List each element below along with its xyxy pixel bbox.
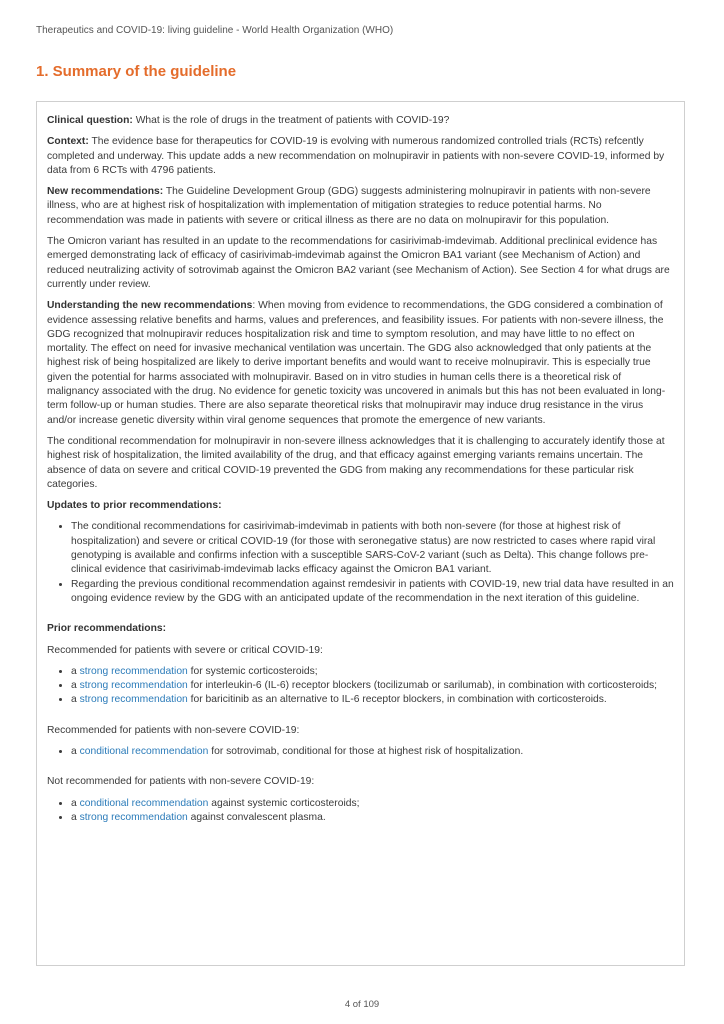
clinical-question-text: What is the role of drugs in the treatment of patients with COVID-19? bbox=[135, 115, 450, 126]
prior-heading bbox=[47, 622, 674, 636]
updates-heading bbox=[47, 499, 674, 513]
conditional-recommendation-link[interactable]: conditional recommendation bbox=[79, 797, 209, 809]
new-recommendations-paragraph bbox=[47, 185, 674, 228]
strong-recommendation-link[interactable]: strong recommendation bbox=[79, 665, 188, 677]
summary-box bbox=[36, 101, 685, 966]
updates-label: Updates to prior recommendations: bbox=[47, 500, 222, 512]
strong-recommendation-link[interactable]: strong recommendation bbox=[79, 694, 188, 706]
list-item: • a strong recommendation for systemic corticosteroids; bbox=[71, 665, 674, 679]
list-item: • a strong recommendation for interleukin-6 (IL-6) receptor blockers (tocilizumab or sarilumab), in combination with corticosteroids; bbox=[71, 679, 674, 693]
context-label: Context: bbox=[47, 136, 89, 148]
understanding-text: : When moving from evidence to recommendations, the GDG considered a combination of evidence assessing relative benefits and harms, values and preferences, and feasibility issues. For patients with non-severe illness, the GDG recognized that molnupiravir reduces hospitalization risk and time to symptom resolution, and may have little to no effect on mortality. The effect on need for invasive mechanical ventilation was uncertain. The GDG also acknowledged that only patients at the highest risk of being hospitalized are likely to derive important benefits and would want to receive molnupiravir. This is especially true given the potential for harms associated with molnupiravir. Based on in vitro studies in human cells there is a theoretical risk of malignancy associated with the drug. No evidence for genetic toxicity was uncovered in animals but this has not been evaluated in long-term follow-up or human studies. There are also separate theoretical risks that molnupiravir may induce drug resistance in the virus and/or increase genetic diversity within viral genome sequences that promote the emergence of new variants. bbox=[47, 300, 666, 426]
conditional-paragraph: The conditional recommendation for molnupiravir in non-severe illness acknowledges that it is challenging to accurately identify those at highest risk of hospitalization, the limited availability of the drug, and that efficacy against emerging variants remains uncertain. The absence of data on severe and critical COVID-19 prevented the GDG from making any recommendations for these particular risk categories. bbox=[47, 435, 665, 490]
clinical-question-paragraph bbox=[47, 114, 674, 128]
severe-intro: Recommended for patients with severe or critical COVID-19: bbox=[47, 644, 323, 656]
context-text: The evidence base for therapeutics for COVID-19 is evolving with numerous randomized controlled trials (RCTs) refcently completed and underway. This update adds a new recommendation on molnupiravir in patients with non-severe COVID-19, informed by data from 6 RCTs with 4796 patients. bbox=[47, 136, 665, 176]
section-title: 1. Summary of the guideline bbox=[36, 63, 237, 80]
updates-list bbox=[47, 520, 674, 606]
understanding-paragraph bbox=[47, 299, 674, 428]
list-item: • a conditional recommendation for sotrovimab, conditional for those at highest risk of hospitalization. bbox=[71, 745, 674, 759]
nonsevere-list bbox=[47, 745, 674, 759]
nonsevere-intro: Recommended for patients with non-severe COVID-19: bbox=[47, 724, 300, 736]
not-recommended-list bbox=[47, 797, 674, 826]
omicron-paragraph: The Omicron variant has resulted in an update to the recommendations for casirivimab-imdevimab. Additional preclinical evidence has emerged demonstrating lack of efficacy of casirivimab-imdevimab against the Omicron BA1 variant (see Mechanism of Action) and reduced neutralizing activity of sotrovimab against the Omicron BA2 variant (see Mechanism of Action). See Section 4 for what drugs are currently under review. bbox=[47, 236, 670, 290]
list-item: • a conditional recommendation against systemic corticosteroids; bbox=[71, 797, 674, 811]
strong-recommendation-link[interactable]: strong recommendation bbox=[79, 680, 188, 692]
not-recommended-intro: Not recommended for patients with non-severe COVID-19: bbox=[47, 776, 315, 788]
new-recommendations-label: New recommendations: bbox=[47, 186, 164, 198]
severe-list bbox=[47, 665, 674, 708]
conditional-recommendation-link[interactable]: conditional recommendation bbox=[79, 745, 209, 757]
list-item: • a strong recommendation against convalescent plasma. bbox=[71, 811, 674, 825]
prior-label: Prior recommendations: bbox=[47, 623, 167, 635]
list-item: • The conditional recommendations for casirivimab-imdevimab in patients with both non-severe (for those at highest risk of hospitalization) and severe or critical COVID-19 (for those with seronegative status) are now restricted to cases where rapid viral genotyping is available and confirms infection with a susceptible SARS-CoV-2 variant (such as Delta). This change follows pre-clinical evidence that casirivimab-imdevimab lacks efficacy against the Omicron BA1 variant. bbox=[71, 520, 674, 577]
page-number: 4 of 109 bbox=[344, 999, 380, 1010]
strong-recommendation-link[interactable]: strong recommendation bbox=[79, 811, 188, 823]
list-item: • Regarding the previous conditional recommendation against remdesivir in patients with COVID-19, new trial data have resulted in an ongoing evidence review by the GDG with an anticipated update of the recommendation in the next iteration of this guideline. bbox=[71, 578, 674, 607]
clinical-question-label: Clinical question: bbox=[47, 115, 133, 126]
list-item: • a strong recommendation for baricitinib as an alternative to IL-6 receptor blockers, in combination with corticosteroids. bbox=[71, 693, 674, 707]
understanding-label: Understanding the new recommendations bbox=[47, 300, 253, 312]
running-header: Therapeutics and COVID-19: living guideline - World Health Organization (WHO) bbox=[36, 25, 394, 36]
new-recommendations-text: The Guideline Development Group (GDG) suggests administering molnupiravir in patients with non-severe illness, who are at highest risk of hospitalization with implementation of mitigation strategies to reduce potential harms. No recommendation was made in patients with severe or critical illness as there are no data on molnupiravir for this population. bbox=[47, 186, 651, 226]
context-paragraph bbox=[47, 135, 674, 178]
